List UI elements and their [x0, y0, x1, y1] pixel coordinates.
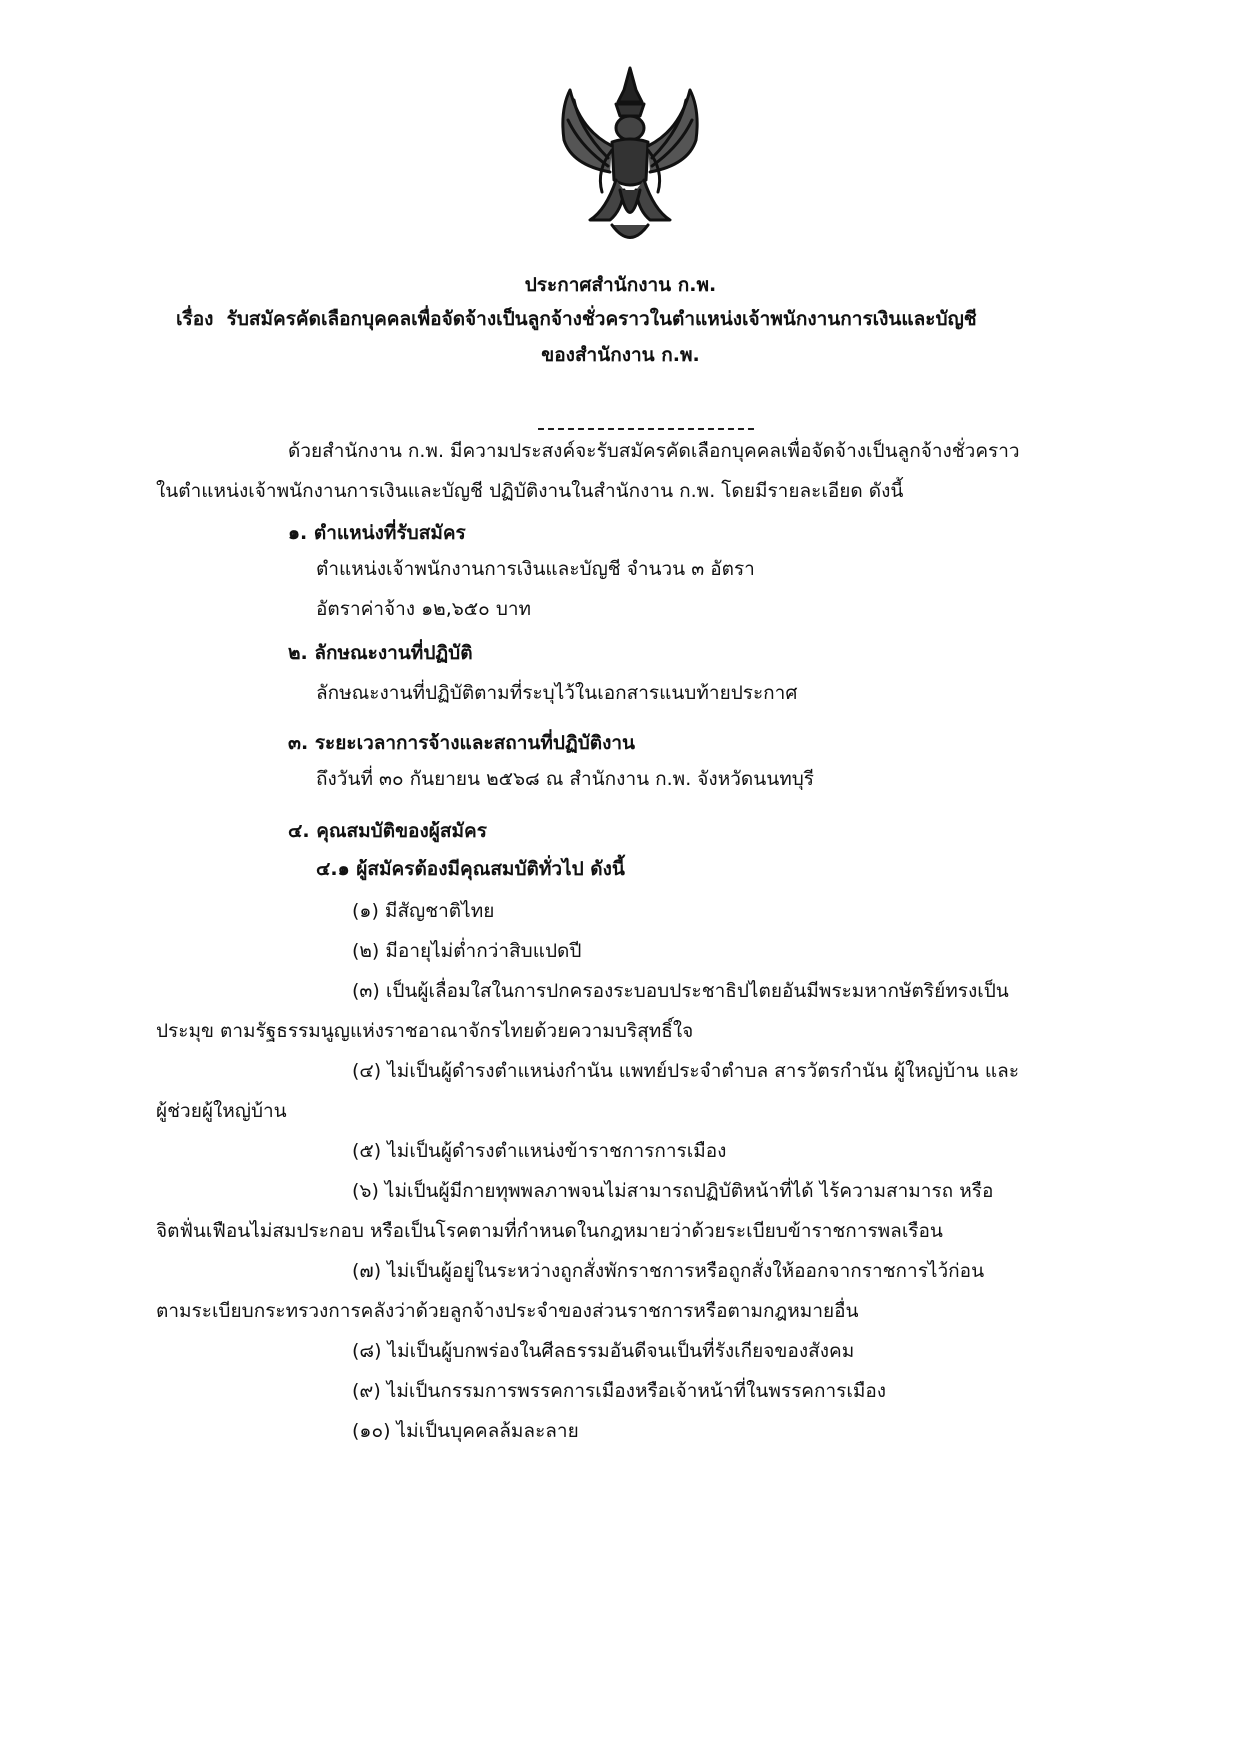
subject-label: เรื่อง — [176, 308, 214, 330]
qualification-item-6-cont: จิตฟั่นเฟือนไม่สมประกอบ หรือเป็นโรคตามที่กำหนดในกฎหมายว่าด้วยระเบียบข้าราชการพลเรือน — [156, 1220, 943, 1242]
qualification-item-5: (๕) ไม่เป็นผู้ดำรงตำแหน่งข้าราชการการเมือง — [352, 1140, 727, 1162]
qualification-item-3-cont: ประมุข ตามรัฐธรรมนูญแห่งราชอาณาจักรไทยด้วยความบริสุทธิ์ใจ — [156, 1020, 694, 1042]
subject-text: รับสมัครคัดเลือกบุคคลเพื่อจัดจ้างเป็นลูกจ้างชั่วคราวในตำแหน่งเจ้าพนักงานการเงินและบัญชี — [226, 308, 977, 330]
section-3-line-1: ถึงวันที่ ๓๐ กันยายน ๒๕๖๘ ณ สำนักงาน ก.พ. จังหวัดนนทบุรี — [316, 768, 814, 790]
qualification-item-6: (๖) ไม่เป็นผู้มีกายทุพพลภาพจนไม่สามารถปฏิบัติหน้าที่ได้ ไร้ความสามารถ หรือ — [352, 1180, 994, 1202]
section-1-heading: ๑. ตำแหน่งที่รับสมัคร — [288, 522, 466, 544]
qualification-item-8: (๘) ไม่เป็นผู้บกพร่องในศีลธรรมอันดีจนเป็นที่รังเกียจของสังคม — [352, 1340, 855, 1362]
qualification-item-10: (๑๐) ไม่เป็นบุคคลล้มละลาย — [352, 1420, 579, 1442]
qualification-item-7: (๗) ไม่เป็นผู้อยู่ในระหว่างถูกสั่งพักราชการหรือถูกสั่งให้ออกจากราชการไว้ก่อน — [352, 1260, 985, 1282]
qualification-item-9: (๙) ไม่เป็นกรรมการพรรคการเมืองหรือเจ้าหน้าที่ในพรรคการเมือง — [352, 1380, 887, 1402]
section-2-line-1: ลักษณะงานที่ปฏิบัติตามที่ระบุไว้ในเอกสารแนบท้ายประกาศ — [316, 682, 798, 704]
intro-line-2: ในตำแหน่งเจ้าพนักงานการเงินและบัญชี ปฏิบัติงานในสำนักงาน ก.พ. โดยมีรายละเอียด ดังนี้ — [156, 480, 904, 502]
qualification-item-1: (๑) มีสัญชาติไทย — [352, 900, 495, 922]
subject-line-2: ของสำนักงาน ก.พ. — [541, 344, 700, 366]
qualification-item-4: (๔) ไม่เป็นผู้ดำรงตำแหน่งกำนัน แพทย์ประจำตำบล สารวัตรกำนัน ผู้ใหญ่บ้าน และ — [352, 1060, 1020, 1082]
section-4-1-heading: ๔.๑ ผู้สมัครต้องมีคุณสมบัติทั่วไป ดังนี้ — [316, 858, 625, 880]
subject-line — [176, 306, 977, 332]
section-2-heading: ๒. ลักษณะงานที่ปฏิบัติ — [288, 642, 473, 664]
section-4-heading: ๔. คุณสมบัติของผู้สมัคร — [288, 820, 487, 842]
section-3-heading: ๓. ระยะเวลาการจ้างและสถานที่ปฏิบัติงาน — [288, 732, 636, 754]
section-1-line-2: อัตราค่าจ้าง ๑๒,๖๕๐ บาท — [316, 598, 532, 620]
qualification-item-7-cont: ตามระเบียบกระทรวงการคลังว่าด้วยลูกจ้างประจำของส่วนราชการหรือตามกฎหมายอื่น — [156, 1300, 859, 1322]
intro-line-1: ด้วยสำนักงาน ก.พ. มีความประสงค์จะรับสมัครคัดเลือกบุคคลเพื่อจัดจ้างเป็นลูกจ้างชั่วคราว — [288, 440, 1020, 462]
qualification-item-4-cont: ผู้ช่วยผู้ใหญ่บ้าน — [156, 1100, 287, 1122]
qualification-item-2: (๒) มีอายุไม่ต่ำกว่าสิบแปดปี — [352, 940, 582, 962]
garuda-emblem-icon — [550, 60, 710, 260]
announcement-title: ประกาศสำนักงาน ก.พ. — [524, 274, 717, 296]
qualification-item-3: (๓) เป็นผู้เลื่อมใสในการปกครองระบอบประชาธิปไตยอันมีพระมหากษัตริย์ทรงเป็น — [352, 980, 1009, 1002]
section-1-line-1: ตำแหน่งเจ้าพนักงานการเงินและบัญชี จำนวน ๓ อัตรา — [316, 558, 755, 580]
separator-line — [538, 428, 754, 430]
